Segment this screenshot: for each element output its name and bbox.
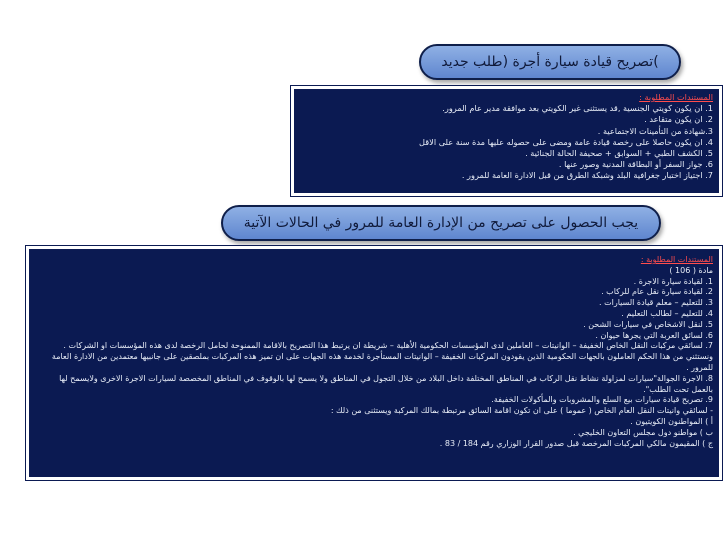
requirement-item: 1. ان يكون كويتي الجنسية ,قد يستثنى غير الكويتي بعد موافقة مدير عام المرور. (442, 103, 713, 114)
exception-item: ج ) المقيمون مالكي المركبات المرخصة قبل صدور القرار الوزاري رقم 184 / 83 . (439, 438, 713, 448)
article-number: مادة ( 106 ) (669, 265, 713, 275)
requirements-box (291, 86, 722, 196)
cases-heading: المستندات المطلوبة : (640, 255, 713, 264)
case-item: 6. لسائق العربة التي يجرها حيوان . (595, 330, 713, 340)
requirement-item: 3.شهادة من التأمينات الاجتماعية . (597, 125, 713, 136)
page-title (419, 44, 681, 80)
case-item: 9. تصريح قيادة سيارات بيع السلع والمشروبات والمأكولات الخفيفة. (491, 395, 713, 405)
exception-item: ب ) مواطنو دول مجلس التعاون الخليجي . (573, 427, 713, 437)
exception-heading: - لسائقي وانيتات النقل العام الخاص ( عموما ) على ان تكون اقامة السائق مرتبطة بمالك المركبة ويستثنى من ذلك : (330, 406, 713, 416)
requirement-item: 4. ان يكون حاصلا على رخصة قيادة عامة ومضى على حصوله عليها مدة سنة على الاقل (419, 136, 713, 147)
section-banner-text: يجب الحصول على تصريح من الإدارة العامة للمرور في الحالات الآتية (243, 215, 639, 231)
requirement-item: 6. جواز السفر أو البطاقة المدنية وصور عنها . (558, 159, 713, 170)
exception-item: أ ) المواطنون الكويتيون . (630, 416, 713, 426)
section-banner (221, 205, 661, 241)
requirement-item: 7. اجتياز اختبار جغرافية البلد وشبكة الطرق من قبل الادارة العامة للمرور . (461, 170, 713, 181)
requirement-item: 5. الكشف الطبي + السوابق + صحيفة الحالة الجنائية . (525, 148, 713, 159)
page-title-text: )تصريح قيادة سيارة أجرة (طلب جديد (441, 54, 659, 70)
case-item: 8. الاجرة الجوالة"سيارات لمزاولة نشاط نقل الركاب في المناطق المختلفة داخل البلاد من خلال التجول في المناطق ولا يسمح لها بالوقوف في المناطق المخصصة لسيارات الاجرة الاخرى ولايسمح لها بالعمل تحت الطلب". (59, 373, 713, 394)
case-item: 1. لقيادة سيارة الاجرة . (633, 276, 713, 286)
case-item: 4. للتعليم – لطالب التعليم . (621, 308, 713, 318)
requirements-heading: المستندات المطلوبة : (639, 92, 713, 102)
requirement-item: 2. ان يكون متقاعد . (644, 114, 713, 125)
cases-box (26, 246, 722, 480)
case-item: 3. للتعليم – معلم قيادة السيارات . (599, 298, 713, 308)
case-item: 2. لقيادة سيارة نقل عام للركاب . (601, 287, 713, 297)
case-item: 7. لسائقي مركبات النقل الخاص الخفيفة – الوانيتات – العاملين لدى المؤسسات الحكومية الأهلية – شريطة ان يرتبط هذا التصريح بالاقامة الممنوحة لحامل الرخصة لدى هذه المؤسسات او الشركات . ونستثني من هذا الحكم العاملون بالجهات الحكومية الذين يقودون المركبات الخفيفة – الوانيتات المستأجرة لخدمة هذه الجهات على ان تميز هذه المركبات بملصقين على جانبيها معتمدين من الادارة العامة للمرور . (51, 341, 713, 372)
case-item: 5. لنقل الاشخاص في سيارات الشحن . (583, 319, 713, 329)
